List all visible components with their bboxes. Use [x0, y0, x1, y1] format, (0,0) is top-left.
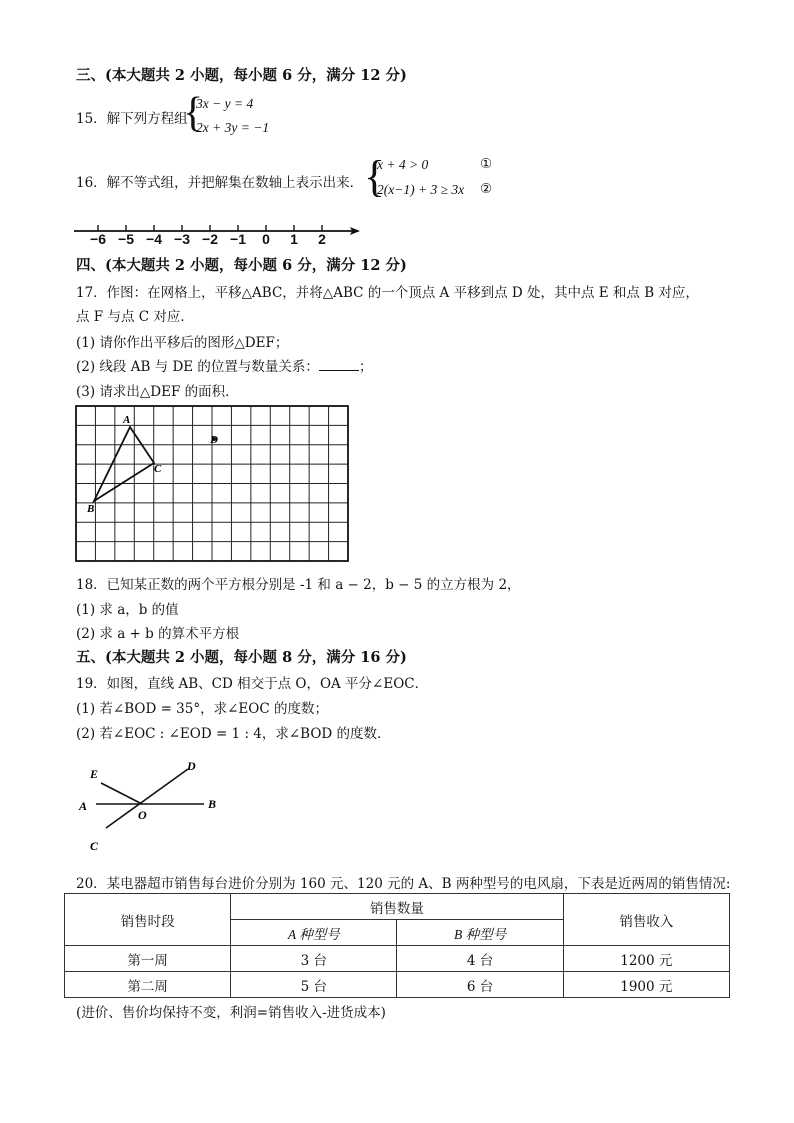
- q15-equation-1: 3x − y = 4: [196, 96, 254, 111]
- q17-sub-2: [76, 355, 372, 375]
- label-d: D: [187, 759, 196, 773]
- number-line-label: 2: [318, 231, 326, 247]
- section-5-title: 五、(本大题共 2 小题，每小题 8 分，满分 16 分): [76, 649, 407, 666]
- q20-note: (进价、售价均保持不变，利润=销售收入-进货成本): [76, 1005, 386, 1021]
- section-3-title: 三、(本大题共 2 小题，每小题 6 分，满分 12 分): [76, 67, 407, 84]
- table-row: [65, 972, 730, 998]
- cell-a: 3 台: [231, 946, 397, 972]
- number-line-label: 1: [290, 231, 298, 247]
- q15-text: 解下列方程组: [106, 111, 188, 127]
- cell-a: 5 台: [231, 972, 397, 998]
- header-type-a: A 种型号: [231, 920, 397, 946]
- q15-equation-2: 2x + 3y = −1: [196, 120, 270, 135]
- number-line-label: −3: [174, 231, 190, 247]
- number-line-label: −1: [230, 231, 246, 247]
- header-period: 销售时段: [65, 894, 231, 946]
- label-a: A: [79, 799, 88, 813]
- q15-number: 15．: [76, 111, 107, 127]
- q16-brace: {: [364, 152, 386, 201]
- cell-period: 第一周: [65, 946, 231, 972]
- cell-period: 第二周: [65, 972, 231, 998]
- header-quantity: 销售数量: [231, 894, 563, 920]
- label-a: A: [123, 414, 131, 426]
- q17-line-1: 17．作图：在网格上，平移△ABC，并将△ABC 的一个顶点 A 平移到点 D 处，其中点 E 和点 B 对应，: [76, 285, 699, 301]
- number-line-label: −6: [90, 231, 106, 247]
- q17-line-2: 点 F 与点 C 对应．: [76, 309, 194, 325]
- q17-sub-1: (1) 请你作出平移后的图形△DEF；: [76, 335, 289, 351]
- grid-figure: [70, 403, 355, 568]
- table-header-row-1: [65, 894, 730, 920]
- cell-income: 1200 元: [563, 946, 729, 972]
- line-cd: [106, 769, 188, 828]
- cell-income: 1900 元: [563, 972, 729, 998]
- sales-table: [64, 893, 730, 998]
- q17-sub-2-text: (2) 线段 AB 与 DE 的位置与数量关系：: [76, 359, 319, 375]
- q16-mark-1: ①: [480, 156, 493, 172]
- label-o: O: [138, 808, 147, 822]
- q16-inequality-2: 2(x−1) + 3 ≥ 3x: [377, 182, 465, 197]
- number-line-label: −4: [146, 231, 162, 247]
- lines-figure: [70, 752, 230, 862]
- q17-sub-2-end: ；: [358, 359, 373, 375]
- q16-inequality-1: x + 4 > 0: [377, 157, 429, 172]
- label-b: B: [87, 503, 95, 515]
- number-line-label: 0: [262, 231, 270, 247]
- q20-line-1: 20．某电器超市销售每台进价分别为 160 元、120 元的 A、B 两种型号的电风扇，下表是近两周的销售情况:: [76, 876, 731, 892]
- number-line-label: −5: [118, 231, 134, 247]
- label-c: C: [154, 463, 162, 475]
- header-type-b: B 种型号: [397, 920, 563, 946]
- cell-b: 6 台: [397, 972, 563, 998]
- q15-brace: {: [183, 90, 204, 136]
- header-income: 销售收入: [563, 894, 729, 946]
- grid-lines: [76, 406, 348, 561]
- q16-text: 16．解不等式组，并把解集在数轴上表示出来．: [76, 175, 364, 191]
- q18-sub-2: (2) 求 a + b 的算术平方根: [76, 626, 240, 642]
- ray-oe: [101, 783, 142, 804]
- answer-blank[interactable]: [319, 358, 359, 371]
- label-c: C: [90, 839, 99, 853]
- section-4-title: 四、(本大题共 2 小题，每小题 6 分，满分 12 分): [76, 257, 407, 274]
- label-d: D: [210, 434, 218, 446]
- q18-line-1: 18．已知某正数的两个平方根分别是 -1 和 a − 2，b − 5 的立方根为 2，: [76, 577, 521, 593]
- number-line-label: −2: [202, 231, 218, 247]
- q16-mark-2: ②: [480, 181, 493, 197]
- label-e: E: [90, 767, 99, 781]
- q19-sub-2: (2) 若∠EOC : ∠EOD = 1 : 4，求∠BOD 的度数．: [76, 726, 391, 742]
- table-row: [65, 946, 730, 972]
- q19-sub-1: (1) 若∠BOD = 35°，求∠EOC 的度数；: [76, 701, 328, 717]
- q19-line-1: 19．如图，直线 AB、CD 相交于点 O，OA 平分∠EOC．: [76, 676, 429, 692]
- label-b: B: [208, 797, 217, 811]
- q18-sub-1: (1) 求 a，b 的值: [76, 602, 179, 618]
- cell-b: 4 台: [397, 946, 563, 972]
- q17-sub-3: (3) 请求出△DEF 的面积．: [76, 384, 239, 400]
